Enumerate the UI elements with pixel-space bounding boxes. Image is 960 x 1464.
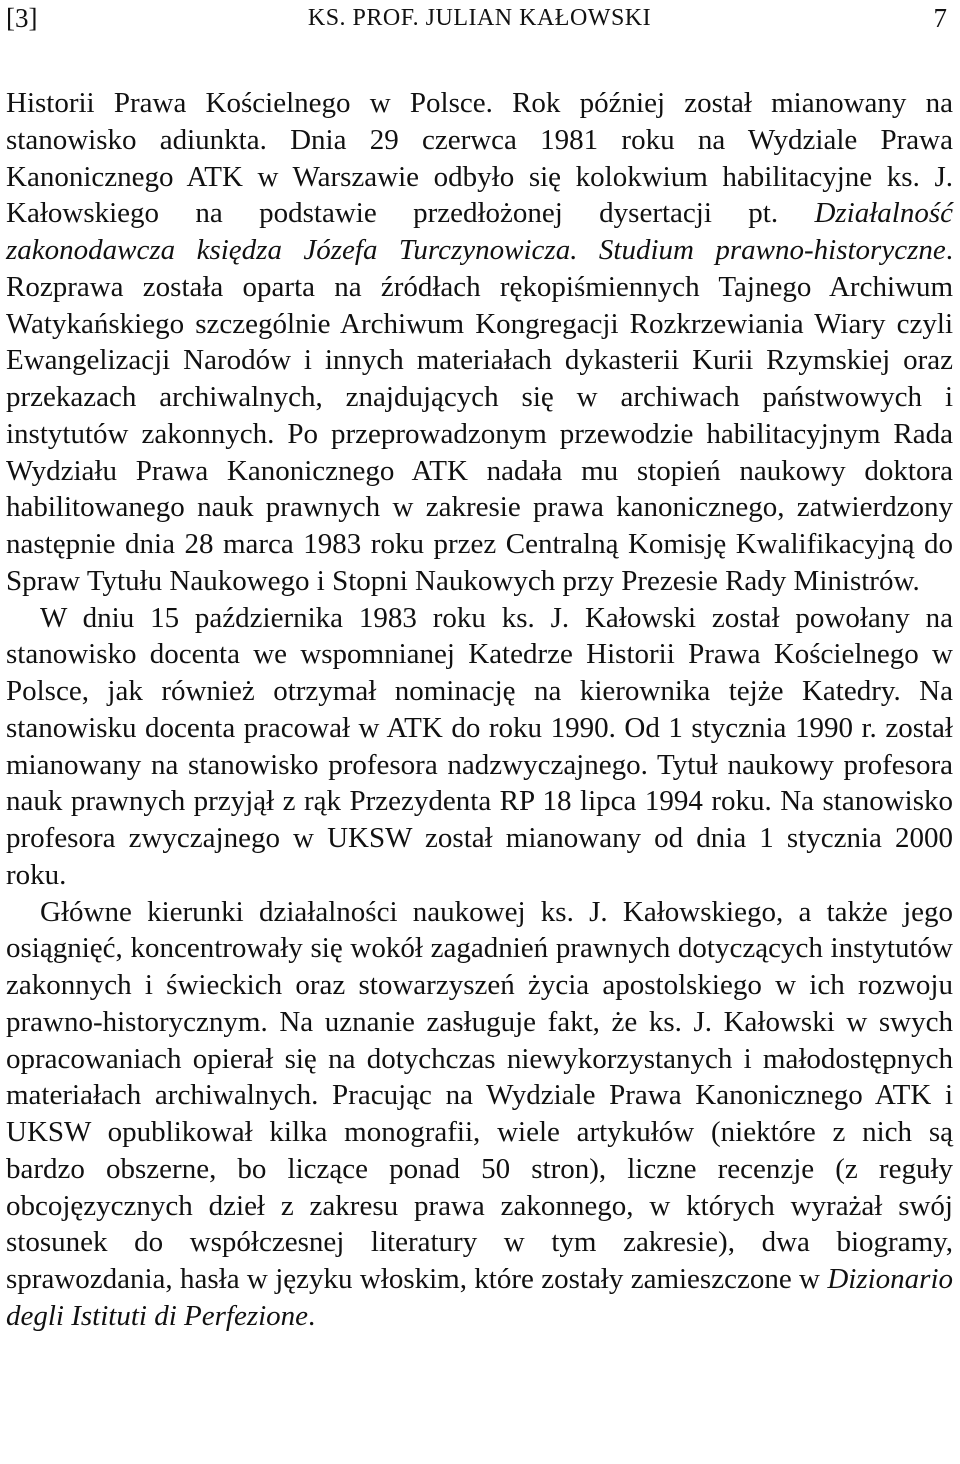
page-number: 7 (933, 3, 947, 33)
body-text (6, 85, 953, 1335)
text-run: . Rozprawa została oparta na źródłach rękopiśmiennych Tajnego Archiwum Watykańskiego szczególnie Archiwum Kongregacji Rozkrzewiania Wiary czyli Ewangelizacji Narodów i innych materiałach dykasterii Kurii Rzymskiej oraz przekazach archiwalnych, znajdujących się w archiwach państwowych i instytutów zakonnych. Po przeprowadzonym przewodzie habilitacyjnym Rada Wydziału Prawa Kanonicznego ATK nadała mu stopień naukowy doktora habilitowanego nauk prawnych w zakresie prawa kanonicznego, zatwierdzony następnie dnia 28 marca 1983 roku przez Centralną Komisję Kwalifikacyjną do Spraw Tytułu Naukowego i Stopni Naukowych przy Prezesie Rady Ministrów. (6, 234, 953, 597)
italic-title-run: Działalność zakonodawcza księdza Józefa Turczynowicza. Studium prawno-historyczne (6, 197, 953, 266)
text-run: Główne kierunki działalności naukowej ks. J. Kałowskiego, a także jego osiągnięć, koncentrowały się wokół zagadnień prawnych dotyczących instytutów zakonnych i świeckich oraz stowarzyszeń życia apostolskiego w ich rozwoju prawno-historycznym. Na uznanie zasługuje fakt, że ks. J. Kałowski w swych opracowaniach opierał się na dotychczas niewykorzystanych i małodostępnych materiałach archiwalnych. Pracując na Wydziale Prawa Kanonicznego ATK i UKSW opublikował kilka monografii, wiele artykułów (niektóre z nich są bardzo obszerne, bo liczące ponad 50 stron), liczne recenzje (z reguły obcojęzycznych dzieł z zakresu prawa zakonnego, w których wyrażał swój stosunek do współczesnej literatury w tym zakresie), dwa biogramy, sprawozdania, hasła w języku włoskim, które zostały zamieszczone w (6, 895, 953, 1295)
text-run: W dniu 15 października 1983 roku ks. J. Kałowski został powołany na stanowisko docenta we wspomnianej Katedrze Historii Prawa Kościelnego w Polsce, jak również otrzymał nominację na kierownika tejże Katedry. Na stanowisku docenta pracował w ATK do roku 1990. Od 1 stycznia 1990 r. został mianowany na stanowisko profesora nadzwyczajnego. Tytuł naukowy profesora nauk prawnych przyjął z rąk Przezydenta RP 18 lipca 1994 roku. Na stanowisko profesora zwyczajnego w UKSW został mianowany od dnia 1 stycznia 2000 roku. (6, 601, 953, 891)
text-run: Historii Prawa Kościelnego w Polsce. Rok później został mianowany na stanowisko adiunkta. Dnia 29 czerwca 1981 roku na Wydziale Prawa Kanonicznego ATK w Warszawie odbyło się kolokwium habilitacyjne ks. J. Kałowskiego na podstawie przedłożonej dysertacji pt. (6, 87, 953, 230)
paragraph (6, 85, 953, 600)
running-header (6, 0, 953, 40)
paragraph (6, 894, 953, 1335)
italic-title-run: Dizionario degli Istituti di Perfezione (6, 1263, 953, 1332)
section-number: [3] (6, 3, 38, 33)
text-run: . (308, 1299, 316, 1332)
running-title: KS. PROF. JULIAN KAŁOWSKI (307, 5, 652, 31)
paragraph (6, 600, 953, 894)
